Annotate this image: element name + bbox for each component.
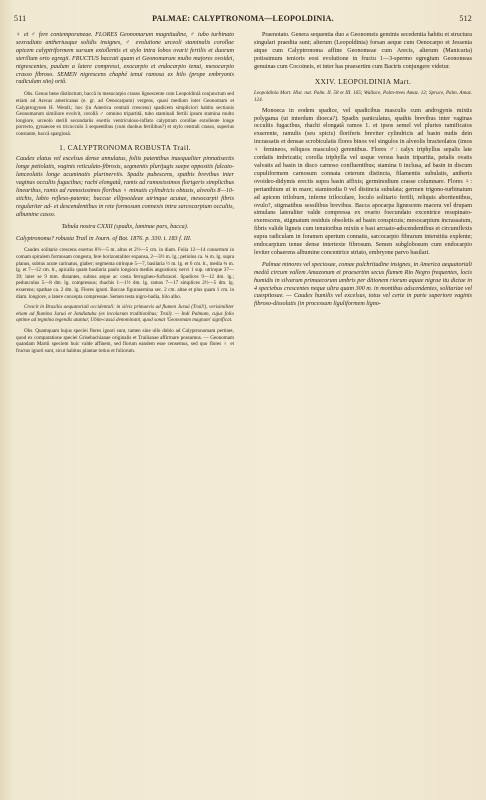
species-observation: Obs. Quamquam hujus speciei flores ignoti sunt, tamen sine ullo dubio ad Calyptronomam pertinet, quod ex comparatione speciei Grisebachianae originalis et Trailianae affirmare possumus. — Geonomam quandam Martii speciem huic valde affinem, sed florum eandem esse censemus, sed quo flores ♀ et fructus ignoti sunt, sicut habitus plantae totius et foliorum. [16,328,234,354]
species-diagnosis: Caudex elatus vel excelsus dense annulatus, foliis patentibus inaequaliter pinnatisectis longe petiolatis, vaginis reticulato-fibrosis, segmentis plurijugis saepe oppositis falcato-lanceolatis longe acuminatis plurinerviis. Spadix pubescens, spathis brevibus inter vaginas occultis fugacibus; rachi elongatâ, ramis ad ramosissimos florigeris simplicibus linearibus, ramis ad ramosissimos floribus ♀ minutis cylindricis obtusis, alveolis 8—10-stichis, labio reflexo-patente; baccae ellipsoideae utrinque acutae, mesocarpii fibris regulariter ad- et descendentibus in rete formosum connexis intra sarcocarpium occultis, albumine casso. [16,156,234,218]
distribution-note: Crescit in Brasilia aequatoriali occidentali: in silvis primaevis ad flumen Juruá (Trail!), verisimiliter etiam ad flumina Juruá et Jandiatuba (ex incolarum traditionibus; Trail). — Indi Palmam, cujus folio optime ad tegmina tegendis utuntur, Ubim-cassá denominant, quod sonat 'Geonomam magnam' significat. [16,304,234,324]
plate-reference: Tabula nostra CXXII (spadix, laminae pars, bacca). [61,223,189,230]
species-citation: Calyptronoma? robusta Trail in Journ. of Bot. 1876. p. 330. t. 183 f. III. [16,235,192,242]
right-column [254,32,472,313]
genus-heading: XXIV. LEOPOLDINIA Mart. [314,76,412,86]
running-title: PALMAE: CALYPTRONOMA—LEOPOLDINIA. [152,14,334,23]
species-heading: 1. CALYPTRONOMA ROBUSTA Trail. [59,142,191,152]
genus-citation: Leopoldinia Mart. Hist. nat. Palm. II. 58 et III. 165; Wallace, Palm-trees Amaz. 12; Spruce, Palm. Amaz. 124. [254,90,472,104]
running-header [14,14,472,26]
genus-characters: Monoeca in eodem spadice, vel spadicibus masculis cum androgynis mixtis polygama (ut interdum dioeca?). Spadix paniculatus, spathis brevibus inter vaginas occultis fugacibus, rhachi elongatâ ramos 1. et ipsos semel vel pluries ramificatos exserente, ramulis (seu spicis) floriferis breviter cylindricis ad basin nudis dein incrassatis et densae scrobiculatis flores binos vel singulos in alveolis bracteolatos (imos ♀ femineos, reliquos masculos) gerentibus. Flores ♂: calyx triphyllus sepalis late cordatis imbricatis; corolla triphylla vel usque versus basin tripartita, petalis ovatis valvatis ad basin in disco carnoso confluentibus; stamina 6 inclusa, ad basin in discum cupuliformem carnosum connata ceterum distincta, filamentis subulatis, antheris ovoideo-didymis erectis supra basin affixis; germinodium crasse columnare. Flores ♀: perianthium ut in mare; staminodia 0 vel distincta subulata; germen trigono-turbinatum ad apicem triloburn, inferne triloculare, loculo solitario fertili, reliquis abortientibus, ovulo?, stigmatibus sessilibus brevibus. Bacca apocarpa lignescens macera vel drupam simulans lateraliter valde compressa ex ovario foecundato excentrice resupinato-exerescens, stigmatum residuis obsoletis ad basin conspicuis; mesocarpium incrassatum, fibris valide ligneis cum tenuioribus mixtis e basi arcuato-adscendentibus et circumflexis supra radiculam in foramen apertum connatis, sarcocarpio fibrarum interstitia explente; endocarpium tenue dense intertexte fibrosum. Semen subglobosum cum endocarpio leviter cohaerens albumine concentrice striato, embryone parvo basilari. [254,107,472,256]
genus-observation: Obs. Genus bene distinctum, baccâ in mesocarpio crasso lignescente cum Leopoldiniâ conjunctum sed etiam ad Arecas americanas (e. gr. ad Oenocarpum) vergens, quasi medium inter Geonomam et Calyptrogynen H. Wendl.; hoc (in America centrali crescens) spadicem simpliciori habitu sectionis Geonomarum similiore evolvit, corollâ ♂ omnino tripartitâ, tubo staminali fertili ipsum stamina multo longiore, urceolo sterili secundariis exertis ventriculoso-inflato calyptram corollae extollente longe porrecto, gynaecee ex tricocculo 3 sequentibus (cum duobus fertilibus?) et stylo centrali crasso, superius constante, baccâ spargiosâ. [16,91,234,137]
preliminary-note: Praenotato. Genera sequentia duo a Geonomeis geminis secedentia habitu et structura singulari praedita sunt; alterum (Leopoldinia) forsan aeque cum Oenocarpo et Jessenia atque cum Calyptronoma affine Geonomeae cum Arecis, alterum (Manicaria) potissimum tenioris eosi evolutione in fructu 1—3-spermo egregium Geonomeas genuinas cum Cocoineis, et inter has praesertim cum Bactris conjungere videtur. [254,32,472,70]
species-description: Caudex solitarie crescens exertus 8½—5 m. altus et 2½—5 cm. in diam. Folia 12—14 consertum in comam spiralem formosam congesta, fere horizontaliter expansa, 2—3½ m. lg.; petiolus ca. ¾ m. lg. supra planus, subtus acute carinatus, glaber; segmenta utrinque 5—7, basilaria ½ m. lg. et 6 cm. lt., media ¾ m. lg. et 7—12 cm. lt., apicalia quam basilaria paulo longiora mediis angustiora; nervi 1 sup. utrinque 37—39; inter se 9 mm. distantes, subtus atque ac costa ferrugineo-furfuracei. Spadices 9—12 dm. lg.; pedunculus 5—8 dm. lg. compressus; rhachis 1—1½ dm. lg. ramos 7—17 simplices 2½—5 dm. lg. exserens; spathae ca. 2 dm. lg. Flores ignoti. Baccae figurasemina sec. 2 cm. altae et plus quam 1 cm. in diam. longiore, a latere concepta compressae. Semen testa nigro-badia, hilo albo. [16,247,234,300]
genus-habitat: Palmae minores vel speciosae, comae pulchritudine insignes, in America aequatoriali mediâ circum vallem Amazonum et praesertim secus flumen Rio Negro frequentes, locis humidis in silvarum primaecorum umbris per ditionem riorum aquae nigrae itu dictae in 4 speciebus crescentes neque ultra quam 300 m. in montibus adscendentes, solitariae vel caespitosae. — Caudex humilis vel excelsus, totus vel certe in parte superiore vaginis fibroso-dissolutis (in processum liguliformem ligno- [254,261,472,308]
genus-description: ♀ et ♂ fere contemporaneae. FLORES Geonomarum magnitudine, ♂ tubo turbinato sexradiato antheriusque solidis insignes, ♂ evolutione urceoli staminalis corollae apicem calyptriformem sursum extollentis et stylo intra lobos ovarii fertilis et duorum sterilium orto egregii. FRUCTUS baccati quam ei Geonomarum multo majores ovoidei, nigrescentes, paulum a latere compressi, exocarpio et endocarpio tenui, mesocarpio crasso fibroso. SEMEN nigrescens chaphé tenui ramosa ex hilo (prope embryonis radiculam sito) ortâ. [16,32,234,86]
left-column [16,32,234,358]
page-number-right: 512 [459,14,472,23]
page-number-left: 511 [14,14,27,23]
